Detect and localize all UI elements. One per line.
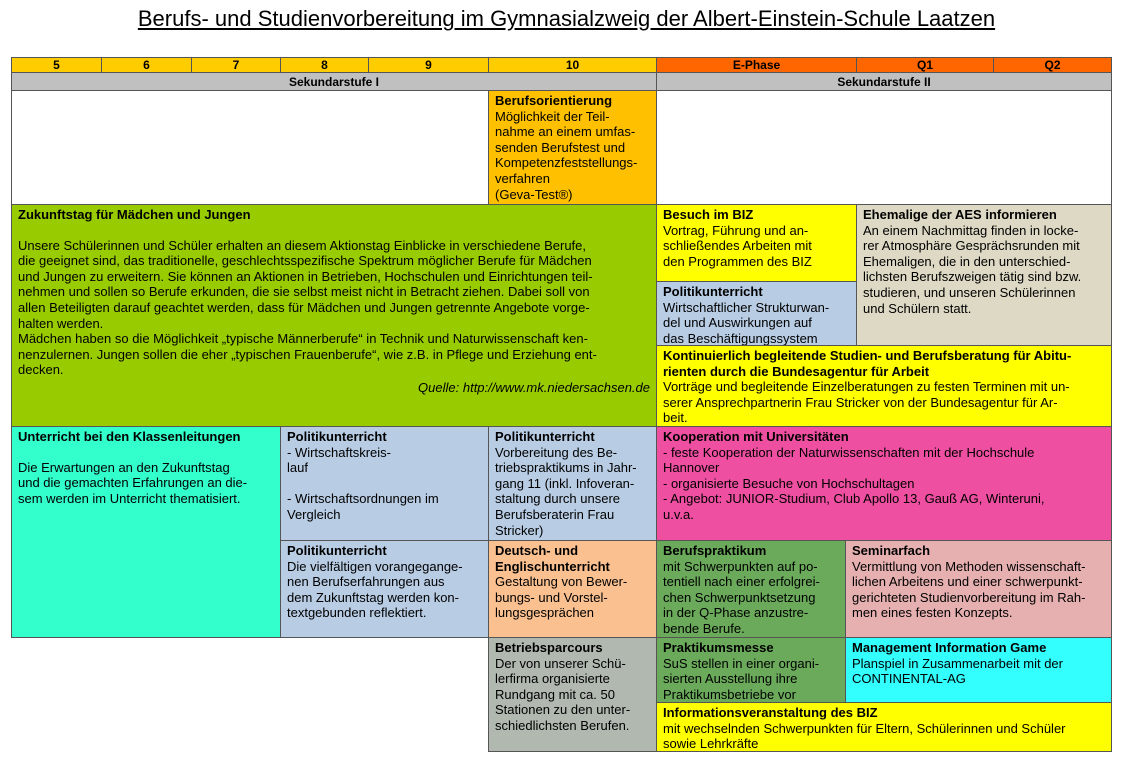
cell-heading: Berufspraktikum	[663, 543, 767, 558]
cell-body: Vorträge und begleitende Einzelberatungen zu festen Terminen mit un- serer Ansprechpartnerin Frau Stricker von der Bundesagentur für Ar- beit.	[663, 379, 1070, 426]
cell-body: Möglichkeit der Teil- nahme an einem umfas- senden Berufstest und Kompetenzfeststellungs- verfahren (Geva-Test®)	[495, 108, 638, 202]
page-title: Berufs- und Studienvorbereitung im Gymnasialzweig der Albert-Einstein-Schule Laatzen	[137, 6, 996, 31]
cell-management-game	[845, 637, 1112, 703]
cell-body: Planspiel in Zusammenarbeit mit der CONTINENTAL-AG	[852, 655, 1063, 687]
source-note: Quelle: http://www.mk.niedersachsen.de	[418, 379, 650, 395]
cell-body: Vermittlung von Methoden wissenschaft- lichen Arbeitens und einer schwerpunkt- gerichteten Studienvorbereitung im Rah- men eines festen Konzepts.	[852, 558, 1086, 621]
cell-betriebsparcours	[488, 637, 657, 752]
cell-heading: Politikunterricht	[287, 429, 387, 444]
cell-kooperation	[656, 426, 1112, 541]
cell-politik-reflexion	[280, 540, 489, 638]
empty-cell-grades-5-9	[11, 90, 489, 205]
cell-heading: Deutsch- und Englischunterricht	[495, 543, 610, 574]
phase-header-e: E-Phase	[656, 57, 857, 73]
cell-body: An einem Nachmittag finden in locke- rer Atmosphäre Gesprächsrunden mit Ehemaligen, die in den unterschied- lichsten Berufszweigen tätig sind bzw. studieren, und unseren Schülerinnen und Schülern statt.	[863, 222, 1082, 316]
cell-body: - feste Kooperation der Naturwissenschaften mit der Hochschule Hannover - organisierte Besuche von Hochschultagen - Angebot: JUNIOR-Studium, Club Apollo 13, Gauß AG, Winteruni, u.v.a.	[663, 444, 1045, 522]
grade-header-10: 10	[488, 57, 657, 73]
cell-body: - Wirtschaftskreis- lauf - Wirtschaftsordnungen im Vergleich	[287, 444, 439, 522]
phase-header-q1: Q1	[856, 57, 994, 73]
phase-header-q2: Q2	[993, 57, 1112, 73]
cell-heading: Zukunftstag für Mädchen und Jungen	[18, 207, 251, 222]
cell-heading: Betriebsparcours	[495, 640, 603, 655]
cell-heading: Unterricht bei den Klassenleitungen	[18, 429, 241, 444]
cell-heading: Kontinuierlich begleitende Studien- und Berufsberatung für Abitu- rienten durch die Bundesagentur für Arbeit	[663, 348, 1072, 379]
empty-cell-sek2	[656, 90, 1112, 205]
cell-heading: Besuch im BIZ	[663, 207, 754, 222]
cell-politik-struktur	[656, 281, 857, 346]
level-header-sek2: Sekundarstufe II	[656, 72, 1112, 91]
cell-body: Die Erwartungen an den Zukunftstag und die gemachten Erfahrungen an die- sem werden im Unterricht thematisiert.	[18, 459, 248, 506]
grade-header-6: 6	[101, 57, 192, 73]
grade-header-9: 9	[368, 57, 489, 73]
cell-heading: Praktikumsmesse	[663, 640, 774, 655]
cell-ehemalige	[856, 204, 1112, 346]
cell-body: Wirtschaftlicher Strukturwan- del und Auswirkungen auf das Beschäftigungssystem	[663, 299, 830, 346]
cell-heading: Politikunterricht	[287, 543, 387, 558]
cell-heading: Seminarfach	[852, 543, 931, 558]
cell-body: SuS stellen in einer organi- sierten Ausstellung ihre Praktikumsbetriebe vor	[663, 655, 820, 702]
cell-heading: Politikunterricht	[663, 284, 763, 299]
cell-body: Der von unserer Schü- lerfirma organisierte Rundgang mit ca. 50 Stationen zu den unter- schiedlichsten Berufen.	[495, 655, 631, 733]
cell-seminarfach	[845, 540, 1112, 638]
cell-deutsch-englisch	[488, 540, 657, 638]
cell-body: Vortrag, Führung und an- schließendes Arbeiten mit den Programmen des BIZ	[663, 222, 812, 269]
cell-studienberatung	[656, 345, 1112, 427]
cell-body: mit wechselnden Schwerpunkten für Eltern, Schülerinnen und Schüler sowie Lehrkräfte	[663, 720, 1066, 752]
cell-body: Gestaltung von Bewer- bungs- und Vorstel- lungsgesprächen	[495, 574, 628, 621]
cell-infoveranstaltung	[656, 702, 1112, 752]
cell-heading: Management Information Game	[852, 640, 1047, 655]
grade-header-7: 7	[191, 57, 281, 73]
cell-heading: Informationsveranstaltung des BIZ	[663, 705, 878, 720]
cell-politik-kreislauf	[280, 426, 489, 541]
cell-heading: Berufsorientierung	[495, 93, 613, 108]
level-header-sek1: Sekundarstufe I	[11, 72, 657, 91]
cell-body: Die vielfältigen vorangegange- nen Berufserfahrungen aus dem Zukunftstag werden kon- textgebunden reflektiert.	[287, 558, 463, 621]
cell-besuch-biz	[656, 204, 857, 282]
cell-body: Unsere Schülerinnen und Schüler erhalten an diesem Aktionstag Einblicke in verschiedene Berufe, die geeignet sind, das traditionelle, geschlechtsspezifische Spektrum möglicher Berufe für Mädchen und Jungen zu erweitern. Sie können an Aktionen in Betrieben, Hochschulen und Einrichtungen teil- nehmen und sollen so Berufe erkunden, die sie selbst meist nicht in Betracht ziehen. Dabei soll von allen Beteiligten darauf geachtet werden, dass für Mädchen und Jungen getrennte Angebote vorge- halten werden. Mädchen haben so die Möglichkeit „typische Männerberufe“ in Technik und Naturwissenschaft ken- nenzulernen. Jungen sollen die eher „typischen Frauenberufe“, wie z.B. in Pflege und Erziehung ent- decken.	[18, 237, 597, 378]
cell-berufspraktikum	[656, 540, 846, 638]
grade-header-8: 8	[280, 57, 369, 73]
cell-klassenleitungen	[11, 426, 281, 638]
cell-body: Vorbereitung des Be- triebspraktikums in Jahr- gang 11 (inkl. Infoveran- staltung durch unsere Berufsberaterin Frau Stricker)	[495, 444, 637, 538]
cell-heading: Ehemalige der AES informieren	[863, 207, 1057, 222]
cell-praktikumsmesse	[656, 637, 846, 703]
cell-zukunftstag	[11, 204, 657, 427]
cell-berufsorientierung	[488, 90, 657, 205]
cell-heading: Politikunterricht	[495, 429, 595, 444]
cell-politik-praktikum	[488, 426, 657, 541]
cell-heading: Kooperation mit Universitäten	[663, 429, 849, 444]
cell-body: mit Schwerpunkten auf po- tentiell nach einer erfolgrei- chen Schwerpunktsetzung in der Q-Phase anzustre- bende Berufe.	[663, 558, 820, 636]
grade-header-5: 5	[11, 57, 102, 73]
